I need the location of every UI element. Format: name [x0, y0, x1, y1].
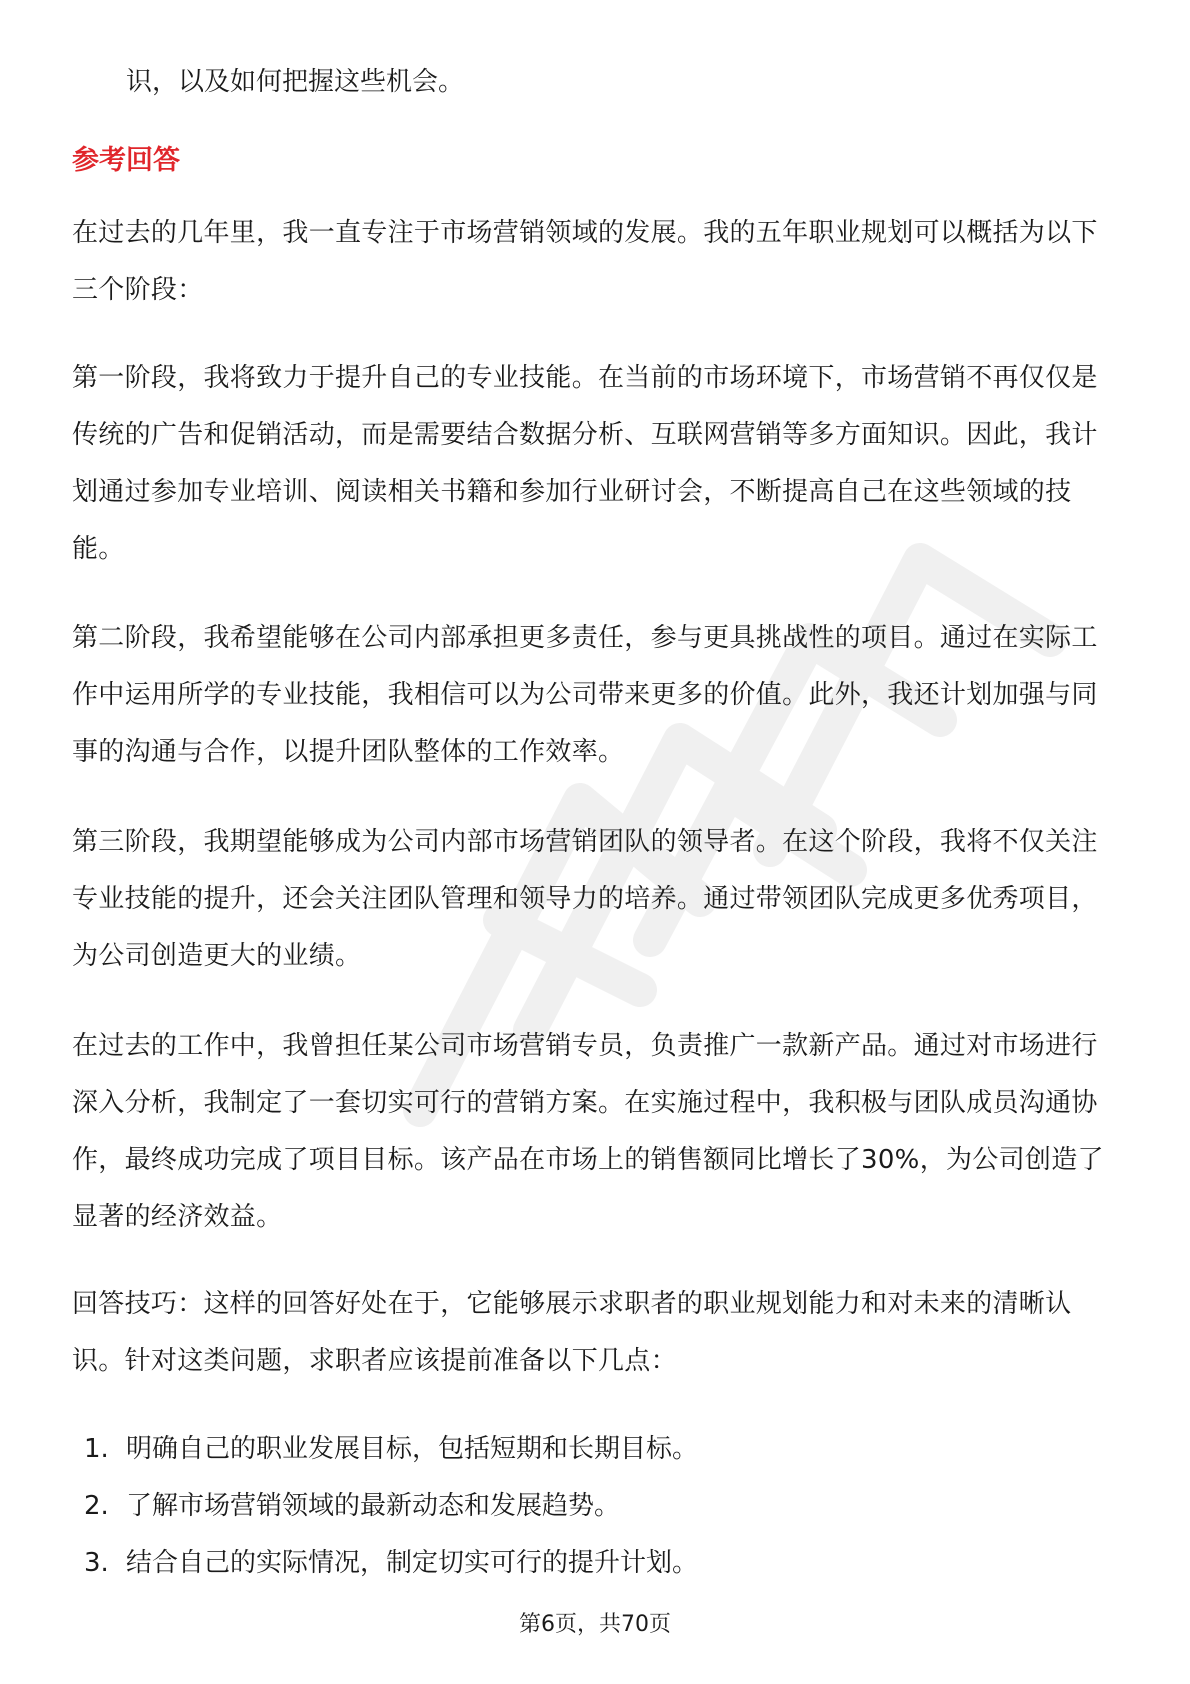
- paragraph-stage-three: 第三阶段，我期望能够成为公司内部市场营销团队的领导者。在这个阶段，我将不仅关注专业技能的提升，还会关注团队管理和领导力的培养。通过带领团队完成更多优秀项目，为公司创造更大的业绩。: [72, 827, 1098, 971]
- paragraph-stage-one: 第一阶段，我将致力于提升自己的专业技能。在当前的市场环境下，市场营销不再仅仅是传统的广告和促销活动，而是需要结合数据分析、互联网营销等多方面知识。因此，我计划通过参加专业培训、阅读相关书籍和参加行业研讨会，不断提高自己在这些领域的技能。: [72, 363, 1098, 564]
- section-heading: 参考回答: [72, 145, 180, 176]
- page-number-footer: 第6页，共70页: [519, 1612, 671, 1637]
- paragraph-stage-two: 第二阶段，我希望能够在公司内部承担更多责任，参与更具挑战性的项目。通过在实际工作中运用所学的专业技能，我相信可以为公司带来更多的价值。此外，我还计划加强与同事的沟通与合作，以提升团队整体的工作效率。: [72, 623, 1098, 767]
- list-item: [84, 1535, 1124, 1592]
- list-item-number: 2.: [84, 1491, 109, 1521]
- list-item-text: 结合自己的实际情况，制定切实可行的提升计划。: [126, 1548, 699, 1578]
- tips-list: [84, 1421, 1124, 1592]
- list-item-number: 1.: [84, 1434, 109, 1464]
- paragraph-tips: 回答技巧：这样的回答好处在于，它能够展示求职者的职业规划能力和对未来的清晰认识。针对这类问题，求职者应该提前准备以下几点：: [72, 1289, 1072, 1376]
- list-item-number: 3.: [84, 1548, 109, 1578]
- paragraph-experience: 在过去的工作中，我曾担任某公司市场营销专员，负责推广一款新产品。通过对市场进行深入分析，我制定了一套切实可行的营销方案。在实施过程中，我积极与团队成员沟通协作，最终成功完成了项目目标。该产品在市场上的销售额同比增长了30%，为公司创造了显著的经济效益。: [72, 1031, 1104, 1232]
- list-item-text: 明确自己的职业发展目标，包括短期和长期目标。: [126, 1434, 699, 1464]
- list-item: [84, 1421, 1124, 1478]
- list-item: [84, 1478, 1124, 1535]
- paragraph-intro: 在过去的几年里，我一直专注于市场营销领域的发展。我的五年职业规划可以概括为以下三个阶段：: [72, 218, 1098, 305]
- continuation-text: 识，以及如何把握这些机会。: [126, 67, 465, 97]
- list-item-text: 了解市场营销领域的最新动态和发展趋势。: [126, 1491, 621, 1521]
